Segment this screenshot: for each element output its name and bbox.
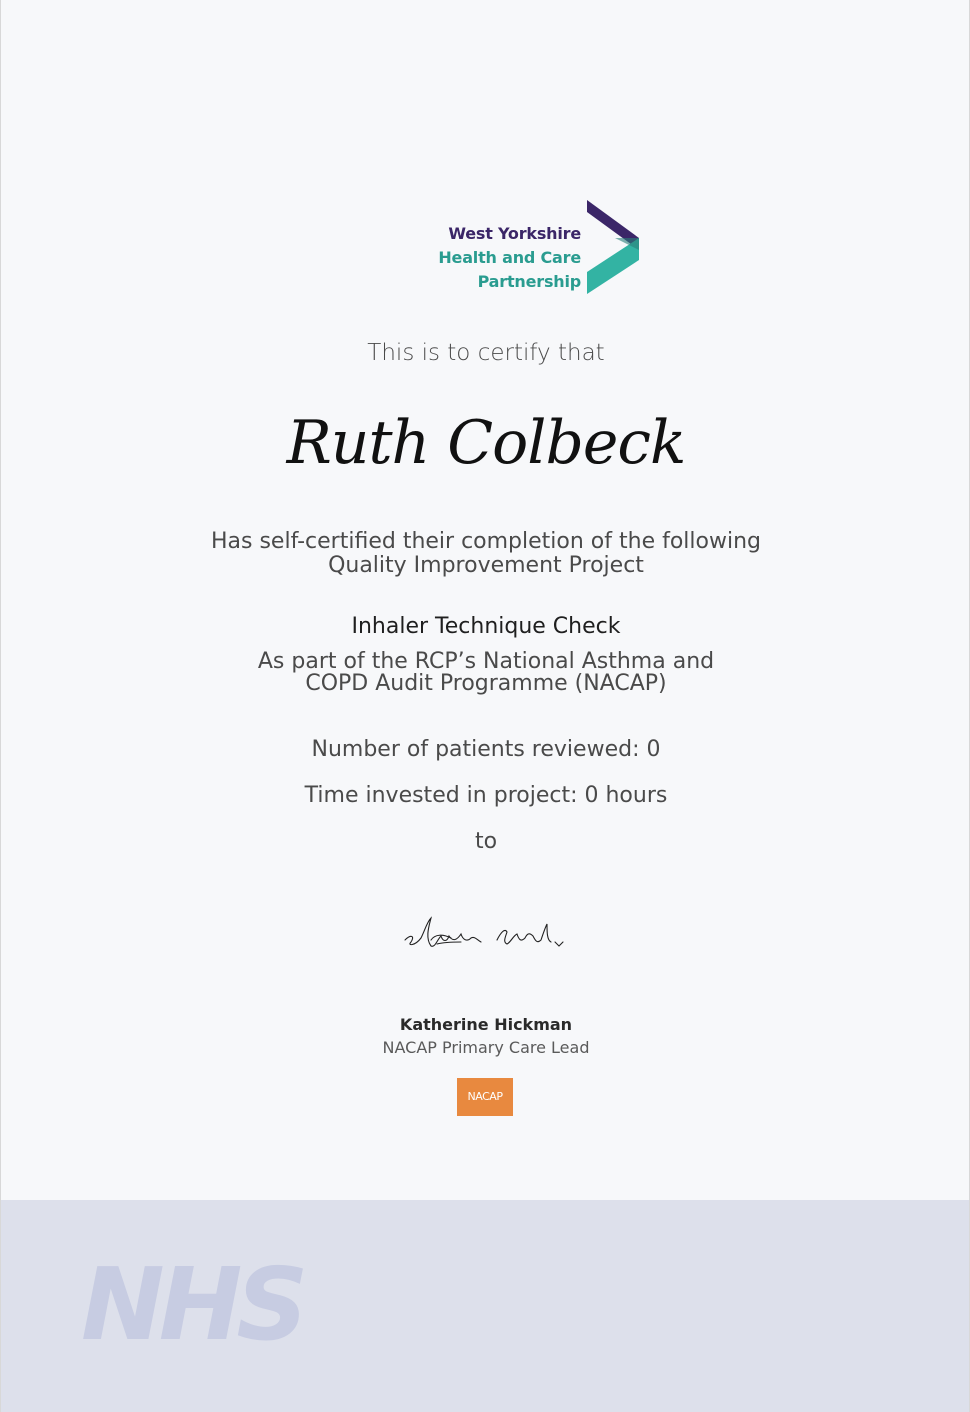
programme-line-2: COPD Audit Programme (NACAP) xyxy=(305,671,667,696)
nacap-badge: NACAP xyxy=(457,1078,513,1116)
recipient-name: Ruth Colbeck xyxy=(286,408,686,478)
project-title: Inhaler Technique Check xyxy=(351,614,621,639)
time-invested: Time invested in project: 0 hours xyxy=(304,783,668,808)
signatory-name: Katherine Hickman xyxy=(399,1015,573,1034)
patients-reviewed: Number of patients reviewed: 0 xyxy=(311,737,661,762)
to-label: to xyxy=(474,829,498,854)
programme-line-1: As part of the RCP’s National Asthma and xyxy=(257,649,715,674)
logo-line-1: West Yorkshire xyxy=(448,224,581,243)
partnership-logo xyxy=(331,198,641,296)
programme-statement xyxy=(1,651,970,695)
logo-line-2: Health and Care Partnership xyxy=(438,248,581,291)
nhs-watermark-logo: NHS xyxy=(81,1246,303,1363)
signatory-role: NACAP Primary Care Lead xyxy=(382,1038,590,1057)
completion-line-2: Quality Improvement Project xyxy=(328,553,644,578)
logo-text xyxy=(331,222,581,294)
certify-intro: This is to certify that xyxy=(367,340,605,366)
completion-statement xyxy=(1,530,970,578)
completion-line-1: Has self-certified their completion of the following xyxy=(210,529,762,554)
handwritten-signature xyxy=(401,912,566,957)
chevron-logo-icon xyxy=(585,198,641,296)
